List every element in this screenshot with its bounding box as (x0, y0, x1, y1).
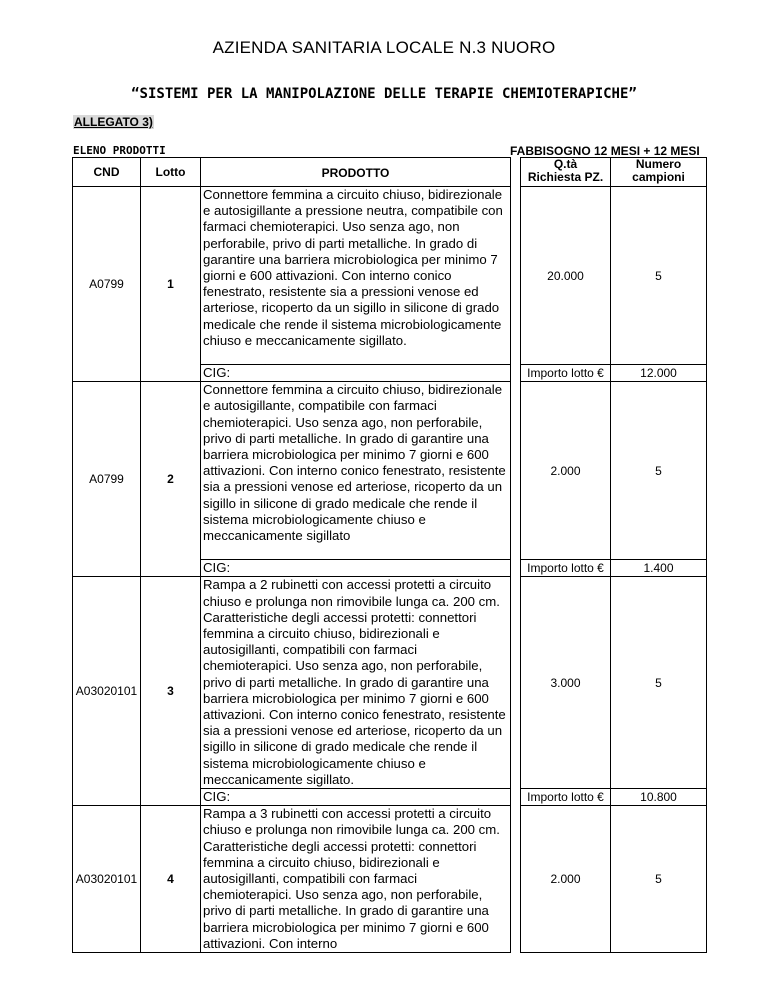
cell-cnd: A0799 (73, 187, 141, 382)
cell-qta: 2.000 (521, 806, 611, 953)
header-qta-line2: Richiesta PZ. (527, 170, 604, 184)
cell-campioni: 5 (611, 187, 707, 365)
cell-cig: CIG: (201, 560, 511, 577)
cell-campioni: 5 (611, 382, 707, 560)
spacer (511, 365, 521, 382)
cell-qta: 2.000 (521, 382, 611, 560)
spacer (511, 806, 521, 953)
cell-lotto: 1 (141, 187, 201, 382)
header-campioni (611, 158, 707, 187)
cell-cnd: A03020101 (73, 577, 141, 806)
spacer (511, 187, 521, 365)
header-qta (521, 158, 611, 187)
cell-campioni: 5 (611, 806, 707, 953)
header-prodotto: PRODOTTO (201, 158, 511, 187)
header-campioni-line2: campioni (632, 170, 685, 184)
document-subtitle: “SISTEMI PER LA MANIPOLAZIONE DELLE TERAPIE CHEMIOTERAPICHE” (131, 86, 637, 102)
header-campioni-line1: Numero (635, 157, 682, 171)
cell-prodotto: Rampa a 2 rubinetti con accessi protetti a circuito chiuso e prolunga non rimovibile lunga ca. 200 cm. Caratteristiche degli accessi protetti: connettori femmina a circuito chiuso, bidirezionali e autosigillanti, compatibili con farmaci chemioterapici. Uso senza ago, non perforabile, privo di parti metalliche. In grado di garantire una barriera microbiologica per minimo 7 giorni e 600 attivazioni. Con interno conico fenestrato, resistente sia a pressioni venose ed arteriose, ricoperto da un sigillo in silicone di grado medicale che rende il sistema microbiologicamente chiuso e meccanicamente sigillato. (201, 577, 511, 789)
allegato-label: ALLEGATO 3) (74, 115, 153, 129)
table-row (73, 577, 707, 789)
cell-importo-label: Importo lotto € (521, 560, 611, 577)
cell-campioni: 5 (611, 577, 707, 789)
header-lotto: Lotto (141, 158, 201, 187)
table-row (73, 382, 707, 560)
cell-importo: 1.400 (611, 560, 707, 577)
cell-lotto: 2 (141, 382, 201, 577)
header-cnd: CND (73, 158, 141, 187)
spacer (511, 789, 521, 806)
cell-importo: 10.800 (611, 789, 707, 806)
fabbisogno-label: FABBISOGNO 12 MESI + 12 MESI (510, 144, 700, 158)
table-row (73, 187, 707, 365)
spacer (511, 382, 521, 560)
spacer (511, 158, 521, 187)
table-header-row (73, 158, 707, 187)
cell-qta: 20.000 (521, 187, 611, 365)
cell-importo-label: Importo lotto € (521, 365, 611, 382)
eleno-prodotti-label: ELENO PRODOTTI (73, 144, 166, 157)
cell-importo: 12.000 (611, 365, 707, 382)
cell-prodotto: Connettore femmina a circuito chiuso, bidirezionale e autosigillante a pressione neutra, compatibile con farmaci chemioterapici. Uso senza ago, non perforabile, privo di parti metalliche. In grado di garantire una barriera microbiologica per minimo 7 giorni e 600 attivazioni. Con interno conico fenestrato, resistente sia a pressioni venose ed arteriose, ricoperto da un sigillo in silicone di grado medicale che rende il sistema microbiologicamente chiuso e meccanicamente sigillato. (201, 187, 511, 365)
cell-prodotto: Connettore femmina a circuito chiuso, bidirezionale e autosigillante, compatibile con farmaci chemioterapici. Uso senza ago, non perforabile, privo di parti metalliche. In grado di garantire una barriera microbiologica per minimo 7 giorni e 600 attivazioni. Con interno conico fenestrato, resistente sia a pressioni venose ed arteriose, ricoperto da un sigillo in silicone di grado medicale che rende il sistema microbiologicamente chiuso e meccanicamente sigillato (201, 382, 511, 560)
cell-prodotto: Rampa a 3 rubinetti con accessi protetti a circuito chiuso e prolunga non rimovibile lunga ca. 200 cm. Caratteristiche degli accessi protetti: connettori femmina a circuito chiuso, bidirezionali e autosigillanti, compatibili con farmaci chemioterapici. Uso senza ago, non perforabile, privo di parti metalliche. In grado di garantire una barriera microbiologica per minimo 7 giorni e 600 attivazioni. Con interno (201, 806, 511, 953)
cell-cnd: A0799 (73, 382, 141, 577)
table-row (73, 806, 707, 953)
document-title: AZIENDA SANITARIA LOCALE N.3 NUORO (212, 38, 556, 57)
spacer (511, 560, 521, 577)
cell-importo-label: Importo lotto € (521, 789, 611, 806)
products-table (72, 157, 707, 953)
spacer (511, 577, 521, 789)
cell-cig: CIG: (201, 789, 511, 806)
cell-lotto: 3 (141, 577, 201, 806)
header-qta-line1: Q.tà (553, 157, 578, 171)
cell-qta: 3.000 (521, 577, 611, 789)
cell-lotto: 4 (141, 806, 201, 953)
cell-cnd: A03020101 (73, 806, 141, 953)
cell-cig: CIG: (201, 365, 511, 382)
